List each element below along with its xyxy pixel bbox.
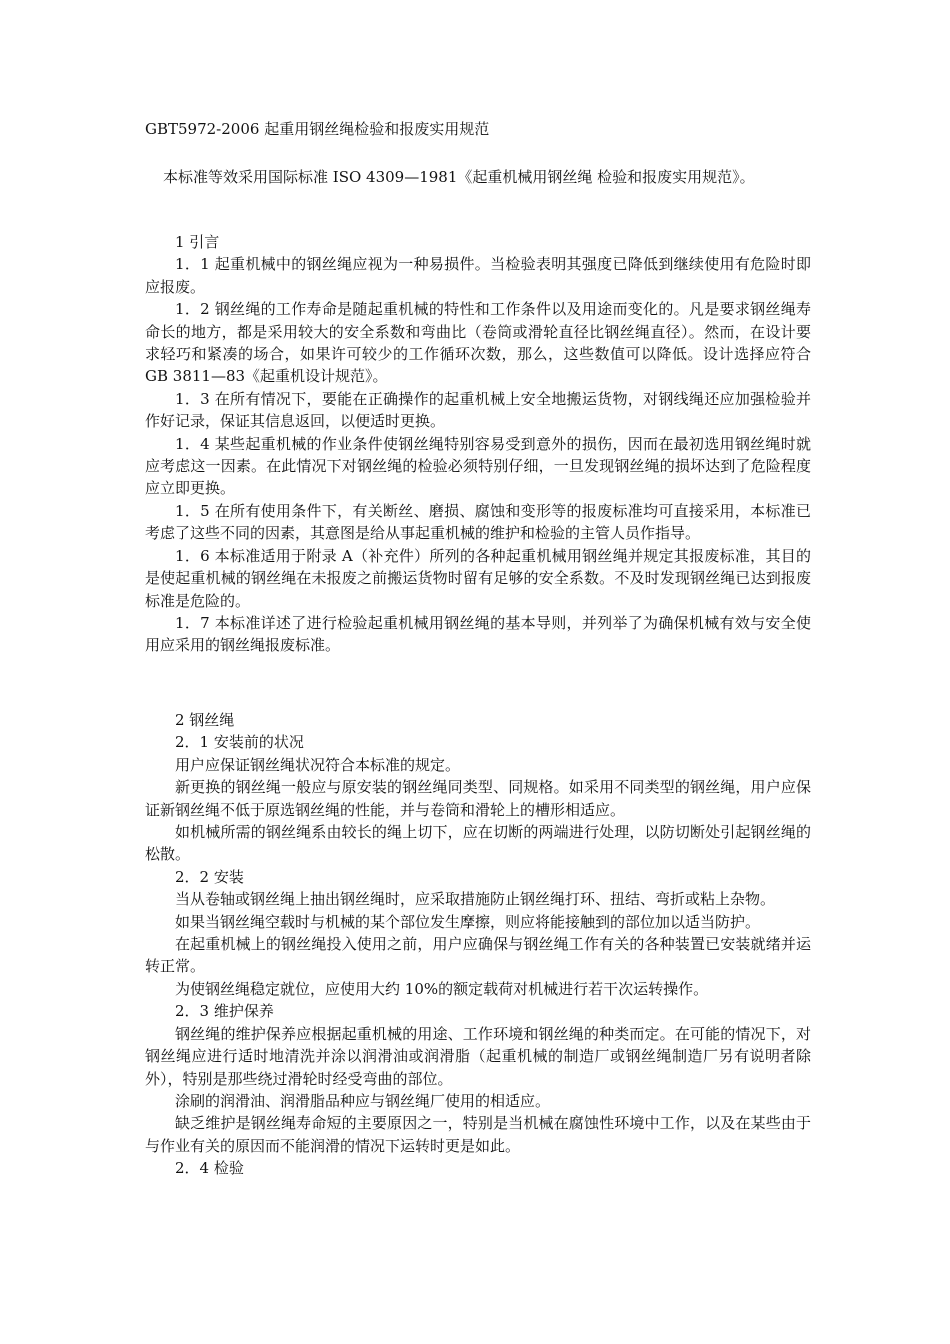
paragraph: 1．5 在所有使用条件下，有关断丝、磨损、腐蚀和变形等的报废标准均可直接采用，本标准已考虑了这些不同的因素，其意图是给从事起重机械的维护和检验的主管人员作指导。	[145, 501, 811, 543]
subsection-heading: 2．4 检验	[175, 1159, 244, 1178]
document-title: GBT5972-2006 起重用钢丝绳检验和报废实用规范	[145, 120, 490, 138]
subsection-heading: 2．2 安装	[175, 867, 244, 886]
paragraph: 当从卷轴或钢丝绳上抽出钢丝绳时，应采取措施防止钢丝绳打环、扭结、弯折或粘上杂物。	[175, 890, 776, 909]
subsection-heading: 2．3 维护保养	[175, 1002, 274, 1021]
document-subtitle: 本标准等效采用国际标准 ISO 4309—1981《起重机械用钢丝绳 检验和报废实用规范》。	[163, 168, 755, 186]
paragraph: 在起重机械上的钢丝绳投入使用之前，用户应确保与钢丝绳工作有关的各种装置已安装就绪并运转正常。	[145, 935, 811, 976]
paragraph: 1．1 起重机械中的钢丝绳应视为一种易损件。当检验表明其强度已降低到继续使用有危险时即应报废。	[145, 255, 811, 296]
paragraph: 1．4 某些起重机械的作业条件使钢丝绳特别容易受到意外的损伤，因而在最初选用钢丝绳时就应考虑这一因素。在此情况下对钢丝绳的检验必须特别仔细，一旦发现钢丝绳的损坏达到了危险程度应立即更换。	[145, 434, 811, 498]
paragraph: 如机械所需的钢丝绳系由较长的绳上切下，应在切断的两端进行处理，以防切断处引起钢丝绳的松散。	[145, 823, 811, 864]
paragraph: 1．3 在所有情况下，要能在正确操作的起重机械上安全地搬运货物，对钢线绳还应加强检验并作好记录，保证其信息返回，以便适时更换。	[145, 389, 811, 431]
paragraph: 涂刷的润滑油、润滑脂品种应与钢丝绳厂使用的相适应。	[175, 1091, 551, 1110]
section-wire-rope	[145, 709, 811, 1180]
paragraph: 为使钢丝绳稳定就位，应使用大约 10%的额定载荷对机械进行若干次运转操作。	[175, 979, 709, 998]
paragraph: 1．6 本标准适用于附录 A（补充件）所列的各种起重机械用钢丝绳并规定其报废标准，其目的是使起重机械的钢丝绳在未报废之前搬运货物时留有足够的安全系数。不及时发现钢丝绳已达到报废标准是危险的。	[145, 546, 811, 610]
section-heading: 1 引言	[175, 233, 220, 251]
paragraph: 新更换的钢丝绳一般应与原安装的钢丝绳同类型、同规格。如采用不同类型的钢丝绳，用户应保证新钢丝绳不低于原选钢丝绳的性能，并与卷筒和滑轮上的槽形相适应。	[145, 778, 811, 819]
paragraph: 缺乏维护是钢丝绳寿命短的主要原因之一，特别是当机械在腐蚀性环境中工作，以及在某些由于与作业有关的原因而不能润滑的情况下运转时更是如此。	[145, 1114, 811, 1155]
section-heading: 2 钢丝绳	[175, 711, 235, 729]
paragraph: 钢丝绳的维护保养应根据起重机械的用途、工作环境和钢丝绳的种类而定。在可能的情况下，对钢丝绳应进行适时地清洗并涂以润滑油或润滑脂（起重机械的制造厂或钢丝绳制造厂另有说明者除外），特别是那些绕过滑轮时经受弯曲的部位。	[145, 1024, 811, 1088]
paragraph: 1．2 钢丝绳的工作寿命是随起重机械的特性和工作条件以及用途而变化的。凡是要求钢丝绳寿命长的地方，都是采用较大的安全系数和弯曲比（卷筒或滑轮直径比钢丝绳直径）。然而，在设计要求轻巧和紧凑的场合，如果许可较少的工作循环次数，那么，这些数值可以降低。设计选择应符合 GB 3811—83《起重机设计规范》。	[145, 300, 811, 386]
paragraph: 如果当钢丝绳空载时与机械的某个部位发生摩擦，则应将能接触到的部位加以适当防护。	[175, 912, 761, 931]
section-introduction	[145, 231, 811, 657]
paragraph: 用户应保证钢丝绳状况符合本标准的规定。	[175, 755, 461, 774]
paragraph: 1．7 本标准详述了进行检验起重机械用钢丝绳的基本导则，并列举了为确保机械有效与安全使用应采用的钢丝绳报废标准。	[145, 613, 811, 655]
subsection-heading: 2．1 安装前的状况	[175, 733, 304, 752]
